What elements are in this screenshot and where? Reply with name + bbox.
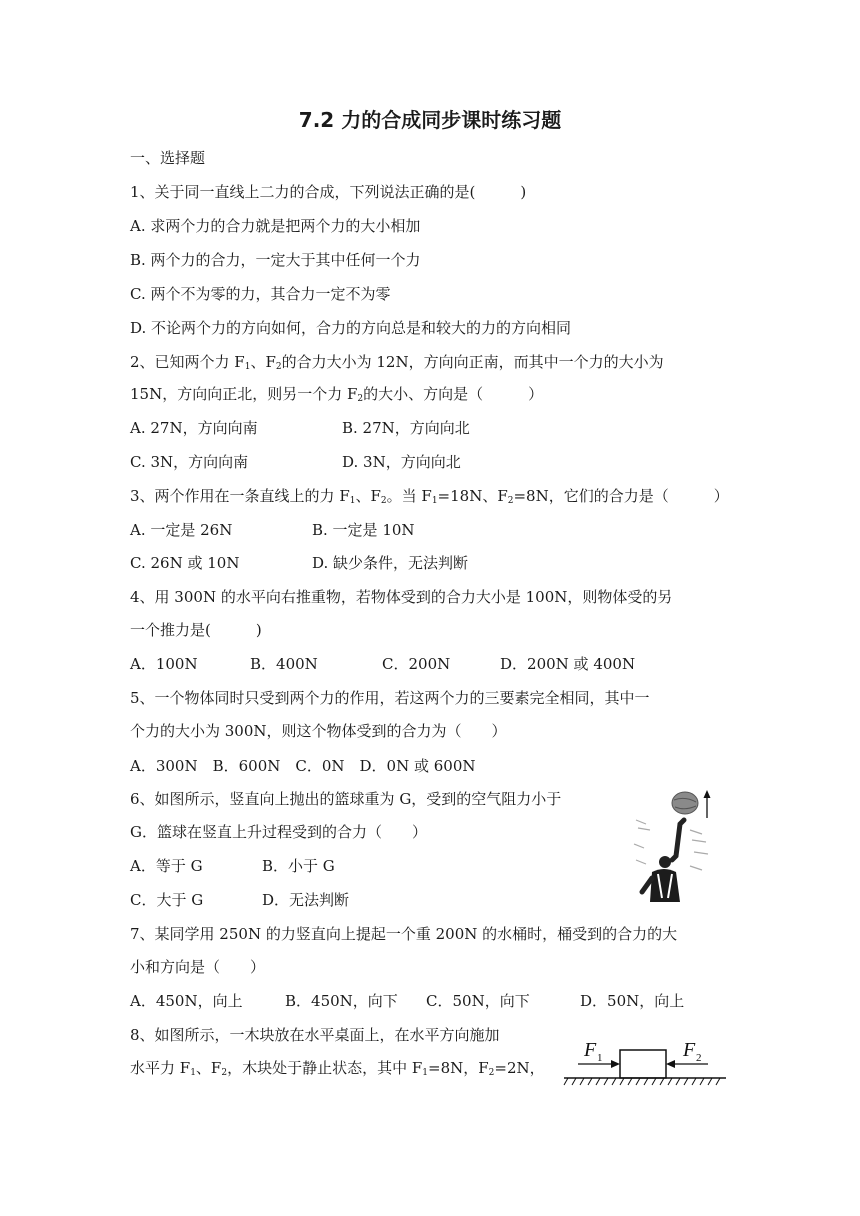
q2-option-a: A. 27N，方向向南 <box>130 419 258 437</box>
section-heading: 一、选择题 <box>130 149 206 167</box>
q4-option-b: B．400N <box>250 655 318 673</box>
q6-stem-line1: 6、如图所示，竖直向上抛出的篮球重为 G，受到的空气阻力小于 <box>130 790 562 808</box>
q3-stem: 3、两个作用在一条直线上的力 $F_1$、$F_2$。当 $F_1=18N$、$F_2=8N$，它们的合力是（ ） <box>130 487 729 506</box>
basketball-player-figure <box>628 786 720 904</box>
q5-stem-line1: 5、一个物体同时只受到两个力的作用，若这两个力的三要素完全相同，其中一 <box>130 689 650 707</box>
q4-stem-line2: 一个推力是( ) <box>130 621 262 639</box>
q6-option-a: A．等于 G <box>130 857 203 875</box>
q1-option-d: D. 不论两个力的方向如何，合力的方向总是和较大的力的方向相同 <box>130 319 572 337</box>
q2-stem-line1: 2、已知两个力 $F_1$、$F_2$的合力大小为 12N，方向向正南，而其中一个力的大小为 <box>130 353 664 372</box>
q4-option-c: C．200N <box>382 655 451 673</box>
q4-option-a: A．100N <box>130 655 198 673</box>
q6-option-c: C．大于 G <box>130 891 204 909</box>
wood-block <box>620 1050 666 1078</box>
q4-stem-line1: 4、用 300N 的水平向右推重物，若物体受到的合力大小是 100N，则物体受的另 <box>130 588 673 606</box>
q6-option-b: B．小于 G <box>262 857 335 875</box>
q1-option-c: C. 两个不为零的力，其合力一定不为零 <box>130 285 391 303</box>
f1-label: F <box>584 1039 597 1061</box>
f2-label: F <box>683 1039 696 1061</box>
q3-option-d: D. 缺少条件，无法判断 <box>312 554 469 572</box>
q1-stem: 1、关于同一直线上二力的合成，下列说法正确的是( ) <box>130 183 527 201</box>
q1-option-a: A. 求两个力的合力就是把两个力的大小相加 <box>130 217 421 235</box>
q6-option-d: D．无法判断 <box>262 891 350 909</box>
f2-label-sub: 2 <box>696 1052 702 1064</box>
q7-stem-line1: 7、某同学用 250N 的力竖直向上提起一个重 200N 的水桶时，桶受到的合力的大 <box>130 925 678 943</box>
q2-option-b: B. 27N，方向向北 <box>342 419 470 437</box>
q4-option-d: D．200N 或 400N <box>500 655 636 673</box>
q5-stem-line2: 个力的大小为 300N，则这个物体受到的合力为（ ） <box>130 722 507 740</box>
q7-stem-line2: 小和方向是（ ） <box>130 958 266 976</box>
q6-stem-line2: G．篮球在竖直上升过程受到的合力（ ） <box>130 823 427 841</box>
q2-option-d: D. 3N，方向向北 <box>342 453 461 471</box>
q8-stem-line1: 8、如图所示，一木块放在水平桌面上，在水平方向施加 <box>130 1026 500 1044</box>
q1-option-b: B. 两个力的合力，一定大于其中任何一个力 <box>130 251 421 269</box>
q3-option-b: B. 一定是 10N <box>312 521 415 539</box>
f1-label-sub: 1 <box>597 1052 603 1064</box>
q7-option-b: B．450N，向下 <box>285 992 398 1010</box>
page-title: 7.2 力的合成同步课时练习题 <box>298 108 562 132</box>
block-forces-figure <box>560 1030 730 1092</box>
q3-option-c: C. 26N 或 10N <box>130 554 240 572</box>
q2-stem-line2: 15N，方向向正北，则另一个力 $F_2$的大小、方向是（ ） <box>130 385 544 404</box>
q2-option-c: C. 3N，方向向南 <box>130 453 249 471</box>
q7-option-c: C．50N，向下 <box>426 992 530 1010</box>
q7-option-a: A．450N，向上 <box>130 992 243 1010</box>
q8-stem-line2: 水平力 $F_1$、$F_2$，木块处于静止状态，其中 $F_1=8N$，$F_2=2N$， <box>130 1059 545 1078</box>
q5-options: A．300N B．600N C．0N D．0N 或 600N <box>130 757 476 775</box>
q3-option-a: A. 一定是 26N <box>130 521 233 539</box>
q7-option-d: D．50N，向上 <box>580 992 685 1010</box>
